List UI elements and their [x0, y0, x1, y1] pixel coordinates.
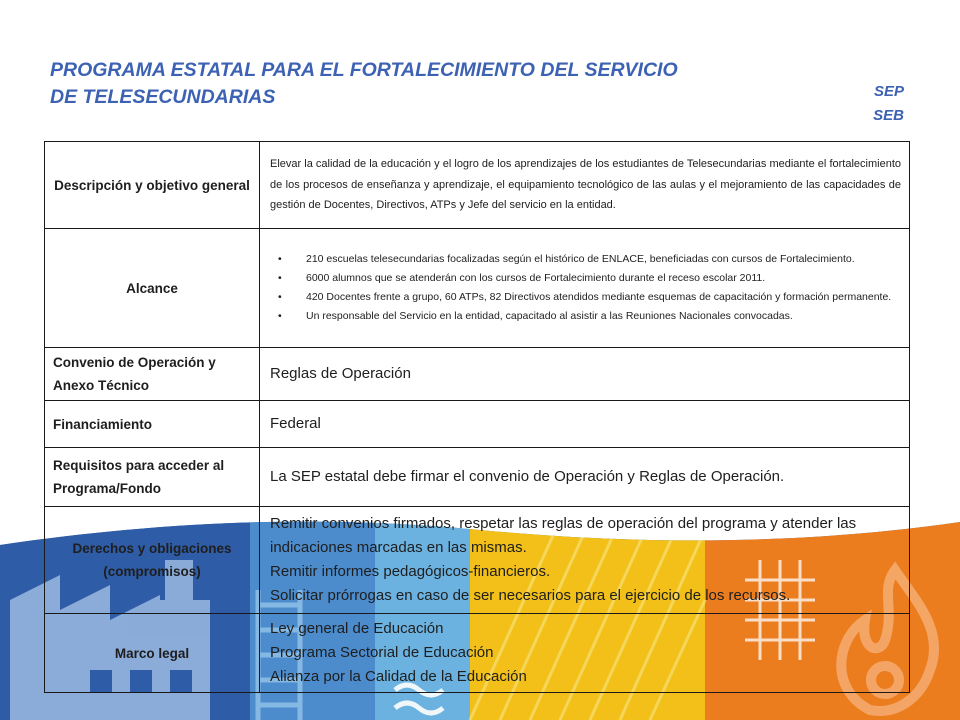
row-value-convenio: Reglas de Operación [260, 348, 910, 401]
marco-line: Alianza por la Calidad de la Educación [270, 668, 527, 685]
row-value-marco [260, 614, 910, 693]
row-label-convenio: Convenio de Operación y Anexo Técnico [45, 348, 260, 401]
bullet-icon: • [278, 310, 282, 322]
table-row-convenio [45, 348, 910, 401]
bullet-icon: • [278, 272, 282, 284]
row-value-descripcion: Elevar la calidad de la educación y el logro de los aprendizajes de los estudiantes de Telesecundarias mediante el fortalecimiento de los procesos de enseñanza y aprendizaje, el equipamiento tecnológico de las aulas y el mejoramiento de las capacidades de gestión de Docentes, Directivos, ATPs y Jefe del servicio en la entidad. [260, 142, 910, 229]
table-row-derechos [45, 507, 910, 614]
bullet-icon: • [278, 253, 282, 265]
table-row-requisitos [45, 448, 910, 507]
marco-line: Ley general de Educación [270, 620, 444, 637]
row-label-derechos: Derechos y obligaciones (compromisos) [45, 507, 260, 614]
row-label-alcance: Alcance [45, 229, 260, 348]
table-row-financiamiento [45, 401, 910, 448]
table-row-alcance [45, 229, 910, 348]
title-line-1: PROGRAMA ESTATAL PARA EL FORTALECIMIENTO DEL SERVICIO [50, 59, 678, 81]
list-item: • 210 escuelas telesecundarias focalizadas según el histórico de ENLACE, beneficiadas con cursos de Fortalecimiento. [270, 250, 901, 269]
marco-line: Programa Sectorial de Educación [270, 644, 494, 661]
bullet-icon: • [278, 291, 282, 303]
row-label-financiamiento: Financiamiento [45, 401, 260, 448]
derechos-line: Solicitar prórrogas en caso de ser necesarios para el ejercicio de los recursos. [270, 587, 791, 604]
table-row-marco [45, 614, 910, 693]
row-label-marco: Marco legal [45, 614, 260, 693]
page-title [50, 57, 730, 111]
title-line-2: DE TELESECUNDARIAS [50, 86, 276, 108]
row-value-requisitos: La SEP estatal debe firmar el convenio de Operación y Reglas de Operación. [260, 448, 910, 507]
list-item: • 6000 alumnos que se atenderán con los cursos de Fortalecimiento durante el receso escolar 2011. [270, 269, 901, 288]
list-item: • Un responsable del Servicio en la entidad, capacitado al asistir a las Reuniones Nacionales convocadas. [270, 307, 901, 326]
org-sep: SEP [873, 83, 904, 100]
row-label-requisitos: Requisitos para acceder al Programa/Fondo [45, 448, 260, 507]
program-table [44, 141, 910, 693]
row-value-derechos [260, 507, 910, 614]
derechos-line: Remitir informes pedagógicos-financieros. [270, 563, 551, 580]
table-row-descripcion [45, 142, 910, 229]
row-label-descripcion: Descripción y objetivo general [45, 142, 260, 229]
organization-label [852, 80, 904, 128]
row-value-alcance [260, 229, 910, 348]
derechos-line: Remitir convenios firmados, respetar las reglas de operación del programa y atender las indicaciones marcadas en las mismas. [270, 515, 857, 556]
alcance-list [270, 250, 901, 326]
org-seb: SEB [873, 107, 904, 124]
list-item: • 420 Docentes frente a grupo, 60 ATPs, 82 Directivos atendidos mediante esquemas de capacitación y formación permanente. [270, 288, 901, 307]
row-value-financiamiento: Federal [260, 401, 910, 448]
